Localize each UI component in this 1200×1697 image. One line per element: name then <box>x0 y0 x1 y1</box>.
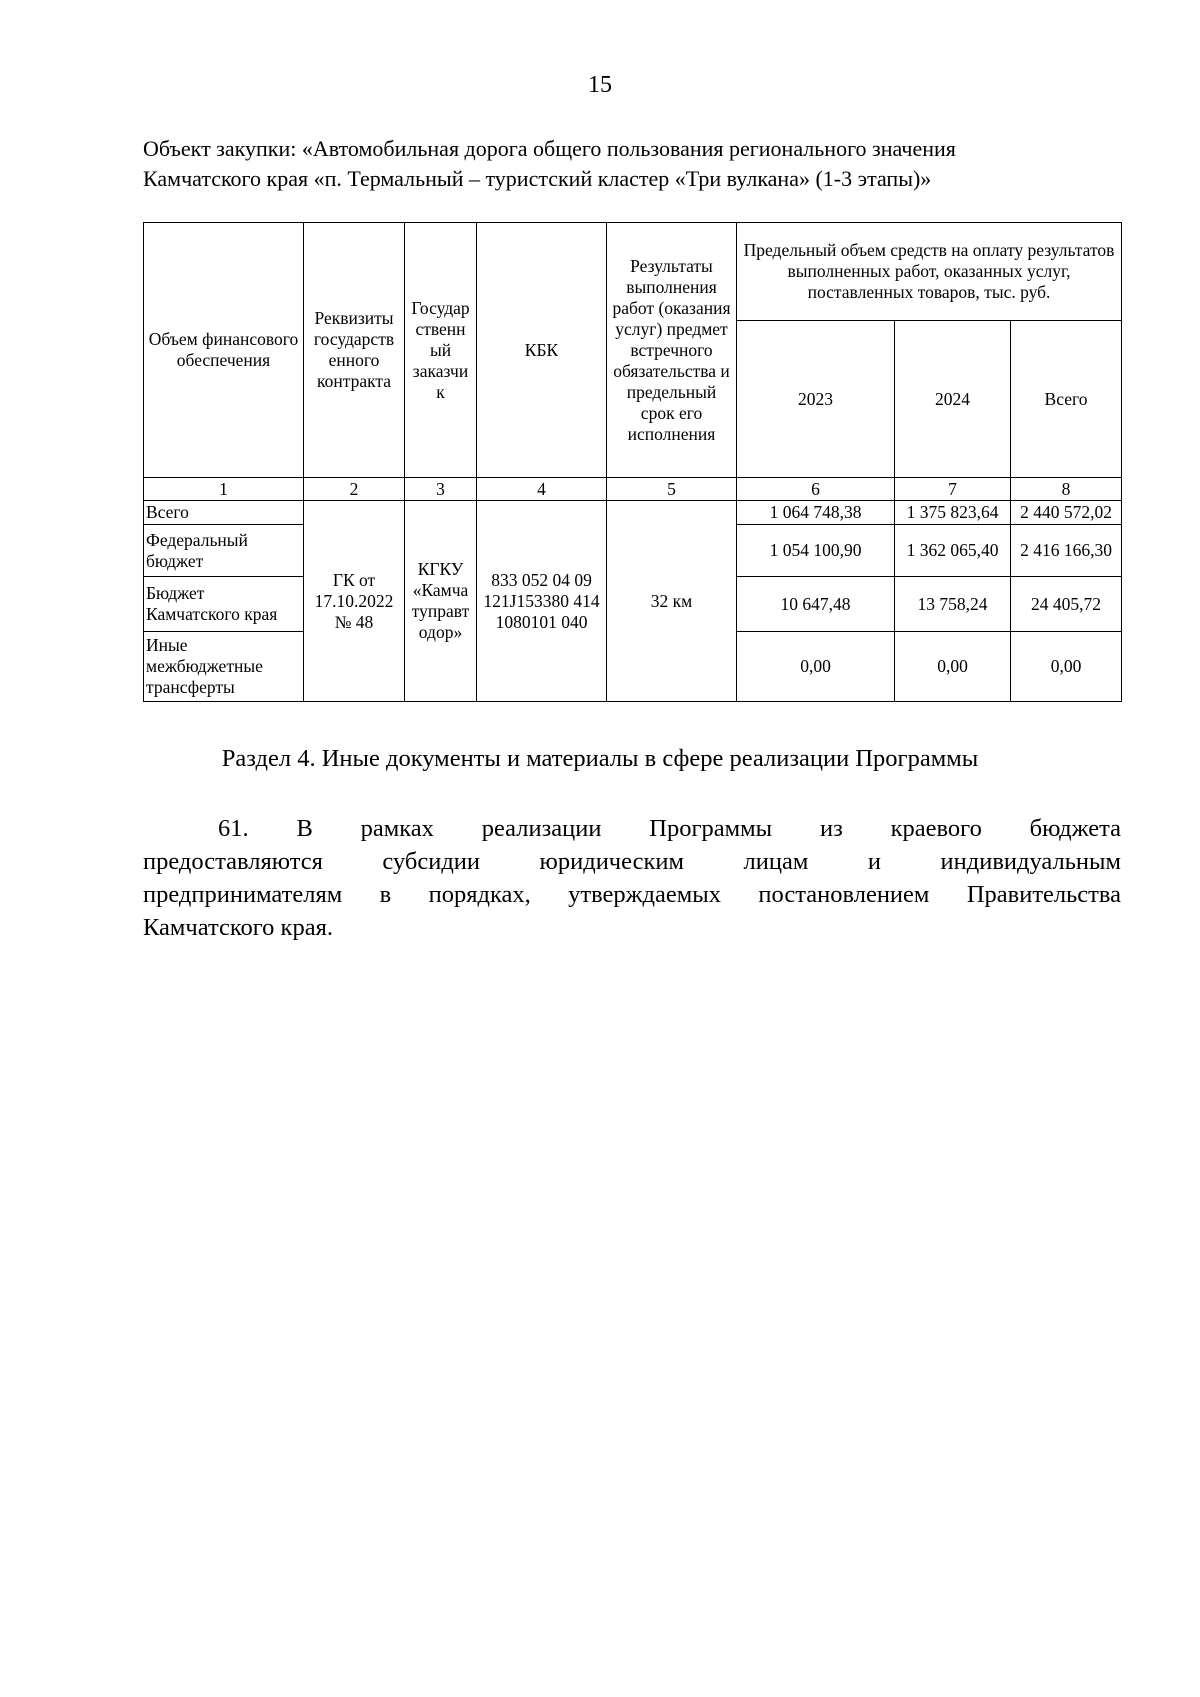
value-total: 24 405,72 <box>1011 577 1122 632</box>
value-2024: 0,00 <box>895 632 1011 702</box>
paragraph-line-1: 61. В рамках реализации Программы из краевого бюджета <box>218 815 1121 842</box>
value-2023: 1 054 100,90 <box>737 525 895 577</box>
header-funds-limit-group: Предельный объем средств на оплату результатов выполненных работ, оказанных услуг, поставленных товаров, тыс. руб. <box>737 223 1122 321</box>
procurement-object <box>143 134 1123 194</box>
paragraph-line-4: Камчатского края. <box>143 914 333 941</box>
header-work-results: Результаты выполнения работ (оказания услуг) предмет встречного обязательства и предельный срок его исполнения <box>607 223 737 478</box>
value-2023: 1 064 748,38 <box>737 501 895 525</box>
value-2024: 1 375 823,64 <box>895 501 1011 525</box>
column-number: 3 <box>405 478 477 501</box>
column-number-row <box>144 478 1122 501</box>
column-number: 2 <box>304 478 405 501</box>
value-2024: 1 362 065,40 <box>895 525 1011 577</box>
header-financing-volume: Объем финансового обеспечения <box>144 223 304 478</box>
value-2024: 13 758,24 <box>895 577 1011 632</box>
value-2023: 0,00 <box>737 632 895 702</box>
column-number: 6 <box>737 478 895 501</box>
paragraph-line-3: предпринимателям в порядках, утверждаемых постановлением Правительства <box>143 881 1121 908</box>
column-number: 5 <box>607 478 737 501</box>
header-contract-details: Реквизиты государств енного контракта <box>304 223 405 478</box>
page-number: 15 <box>588 72 612 98</box>
header-year-2023: 2023 <box>737 321 895 478</box>
column-number: 1 <box>144 478 304 501</box>
value-total: 0,00 <box>1011 632 1122 702</box>
row-label: Бюджет Камчатского края <box>144 577 304 632</box>
row-label: Иные межбюджетные трансферты <box>144 632 304 702</box>
result-cell: 32 км <box>607 501 737 702</box>
value-total: 2 440 572,02 <box>1011 501 1122 525</box>
table-row <box>144 501 1122 525</box>
kbk-cell: 833 052 04 09 121J153380 414 1080101 040 <box>477 501 607 702</box>
customer-cell: КГКУ «Камча туправт одор» <box>405 501 477 702</box>
contract-cell: ГК от 17.10.2022 № 48 <box>304 501 405 702</box>
value-total: 2 416 166,30 <box>1011 525 1122 577</box>
header-total: Всего <box>1011 321 1122 478</box>
paragraph-61 <box>143 812 1121 944</box>
paragraph-line-2: предоставляются субсидии юридическим лицам и индивидуальным <box>143 848 1121 875</box>
header-kbk: КБК <box>477 223 607 478</box>
row-label: Федеральный бюджет <box>144 525 304 577</box>
value-2023: 10 647,48 <box>737 577 895 632</box>
header-state-customer: Государ ственн ый заказчи к <box>405 223 477 478</box>
column-number: 7 <box>895 478 1011 501</box>
header-year-2024: 2024 <box>895 321 1011 478</box>
procurement-object-line-2: Камчатского края «п. Термальный – туристский кластер «Три вулкана» (1-3 этапы)» <box>143 166 932 191</box>
procurement-object-line-1: Объект закупки: «Автомобильная дорога общего пользования регионального значения <box>143 136 956 161</box>
column-number: 4 <box>477 478 607 501</box>
column-number: 8 <box>1011 478 1122 501</box>
financing-table <box>143 222 1122 702</box>
row-label: Всего <box>144 501 304 525</box>
section-title: Раздел 4. Иные документы и материалы в сфере реализации Программы <box>221 745 979 772</box>
